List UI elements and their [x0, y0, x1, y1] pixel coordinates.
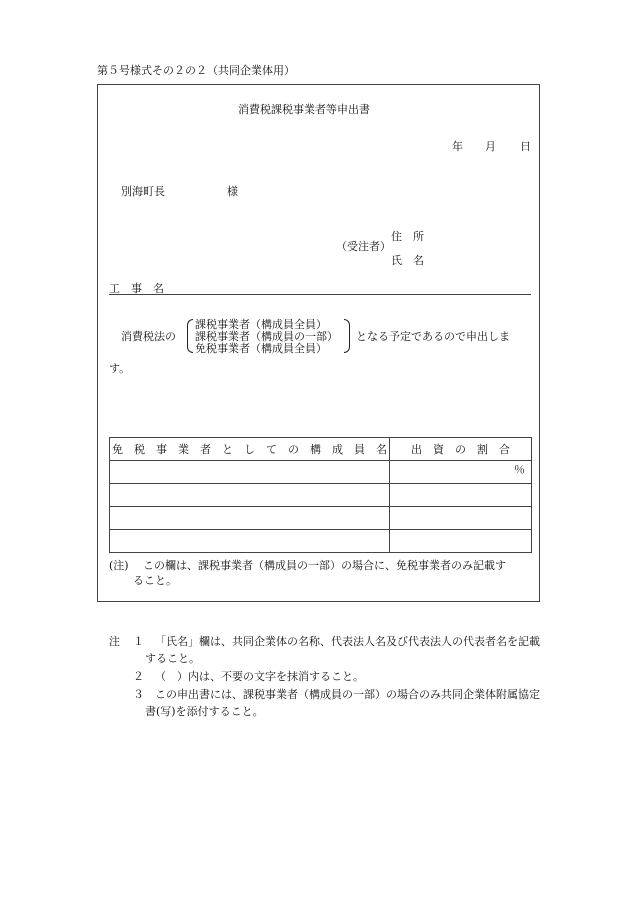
header-member-name: 免 税 事 業 者 と し て の 構 成 員 名 [110, 438, 390, 461]
contractor-name-label: 氏 名 [391, 254, 424, 267]
statement-option-2: 課税事業者（構成員の一部） [195, 330, 338, 343]
note-text-line1: （ ）内は、不要の文字を抹消すること。 [155, 670, 364, 683]
form-id: 第５号様式その２の２（共同企業体用） [97, 64, 295, 77]
note-number: ２ [133, 670, 144, 683]
investment-ratio-cell[interactable] [390, 461, 532, 484]
contractor-address-label: 住 所 [391, 230, 424, 243]
work-name-label: 工 事 名 [109, 282, 164, 295]
statement-option-1: 課税事業者（構成員全員） [195, 318, 327, 331]
member-name-cell[interactable] [110, 530, 390, 553]
member-name-cell[interactable] [110, 507, 390, 530]
right-bracket [344, 319, 350, 353]
header-investment-ratio: 出 資 の 割 合 [390, 438, 532, 461]
investment-ratio-cell[interactable] [390, 507, 532, 530]
investment-ratio-cell[interactable] [390, 530, 532, 553]
note-text-line1: 「氏名」欄は、共同企業体の名称、代表法人名及び代表法人の代表者名を記載 [155, 635, 540, 648]
date-year: 年 [452, 140, 463, 153]
table-row [110, 530, 532, 553]
left-bracket [187, 319, 193, 353]
table-row [110, 507, 532, 530]
table-row [110, 484, 532, 507]
member-table [109, 437, 532, 553]
work-name-underline [109, 294, 531, 295]
date-day: 日 [520, 140, 531, 153]
investment-ratio-cell[interactable] [390, 484, 532, 507]
box-note-label: (注) [109, 559, 129, 572]
contractor-role-label: （受注者） [336, 240, 391, 253]
note-text-line2: 書(写)を添付すること。 [145, 705, 264, 718]
notes-label: 注 [109, 635, 120, 648]
table-header-row [110, 438, 532, 461]
form-title: 消費税課税事業者等申出書 [238, 103, 370, 116]
note-number: １ [133, 635, 144, 648]
addressee-name: 別海町長 [121, 185, 165, 198]
note-number: ３ [133, 688, 144, 701]
note-text-line1: この申出書には、課税事業者（構成員の一部）の場合のみ共同企業体附属協定 [155, 688, 540, 701]
box-note-line1: この欄は、課税事業者（構成員の一部）の場合に、免税事業者のみ記載す [143, 559, 506, 572]
statement-option-3: 免税事業者（構成員全員） [195, 342, 327, 355]
member-name-cell[interactable] [110, 461, 390, 484]
table-row [110, 461, 532, 484]
member-name-cell[interactable] [110, 484, 390, 507]
percent-symbol: ％ [514, 463, 525, 476]
box-note-line2: ること。 [133, 574, 177, 587]
addressee-honorific: 様 [227, 185, 238, 198]
statement-suffix: となる予定であるので申出しま [356, 330, 510, 343]
note-text-line2: すること。 [145, 652, 200, 665]
statement-continuation: す。 [109, 362, 131, 375]
statement-prefix: 消費税法の [121, 330, 176, 343]
date-month: 月 [485, 140, 496, 153]
